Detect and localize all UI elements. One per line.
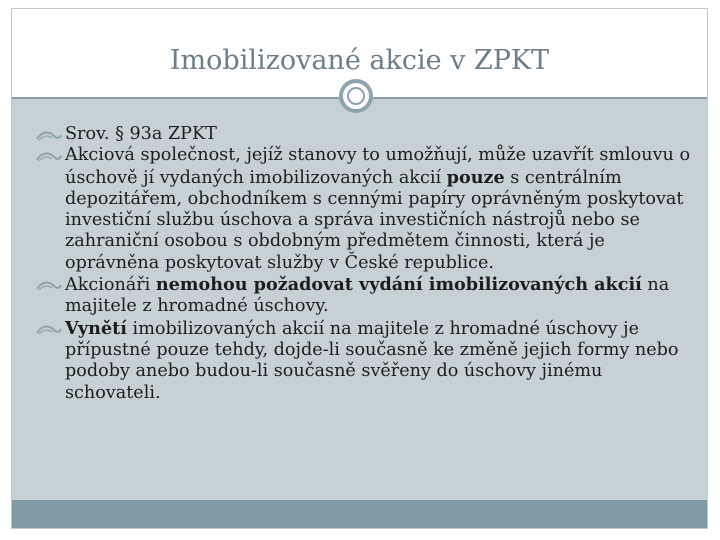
bullet-bold-text: nemohou požadovat vydání imobilizovaných akcií (155, 274, 642, 296)
bullet-text-cont: s centrálním depozitářem, obchodníkem s cennými papíry oprávněným poskytovat investiční službu úschova a správa investičních nástrojů nebo se zahraniční osobou s obdobným předmětem činnosti, která je oprávněna poskytovat služby v České republice. (65, 167, 684, 273)
slide-title: Imobilizované akcie v ZPKT (169, 45, 550, 76)
slide-content (36, 124, 696, 404)
bullet-text: Srov. § 93a ZPKT (65, 124, 217, 144)
bullet-item (36, 124, 696, 145)
ring-inner (347, 87, 365, 105)
bullet-item (36, 318, 696, 404)
swash-bullet-icon (36, 151, 62, 163)
bullet-text: Akcionáři (65, 275, 156, 296)
bullet-text: Akciová společnost, jejíž stanovy to umožňují, může uzavřít smlouvu o úschově jí vydaných imobilizovaných akcií (65, 145, 691, 188)
bullet-text-cont: imobilizovaných akcií na majitele z hromadné úschovy je přípustné pouze tehdy, dojde-li současně ke změně jejich formy nebo podoby anebo budou-li současně svěřeny do úschovy jinému schovateli. (65, 318, 679, 403)
footer-bar (12, 500, 707, 528)
ring-ornament-icon (339, 79, 373, 113)
bullet-text-cont: na majitele z hromadné úschovy. (65, 275, 670, 317)
swash-bullet-icon (36, 324, 62, 336)
swash-bullet-icon (36, 280, 62, 292)
bullet-item (36, 274, 696, 318)
bullet-item (36, 145, 696, 274)
bullet-bold-text: pouze (446, 166, 505, 188)
bullet-bold-text: Vynětí (65, 317, 127, 339)
swash-bullet-icon (36, 130, 62, 142)
